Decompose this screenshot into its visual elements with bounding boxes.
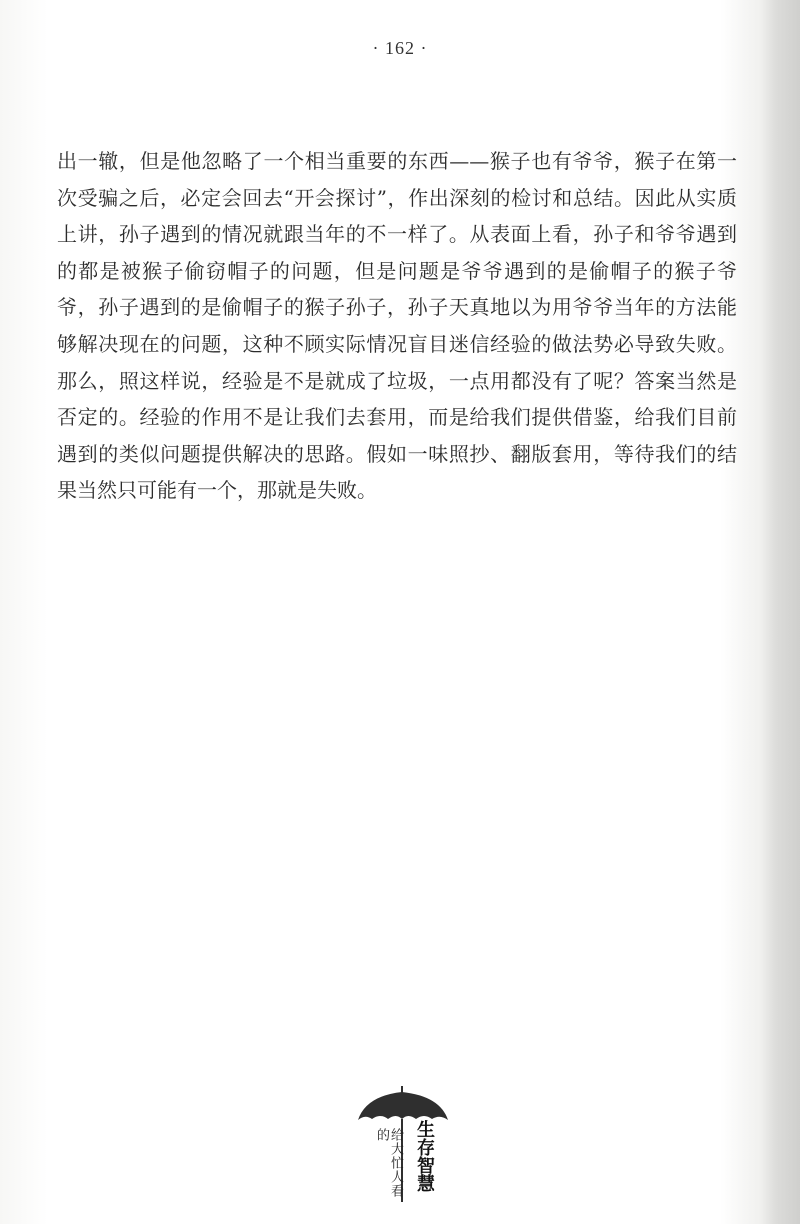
text-line: 那么，照这样说，经验是不是就成了垃圾，一点用都没有了呢？答案当然是 — [57, 368, 737, 393]
book-logo — [356, 1086, 452, 1206]
text-line: 遇到的类似问题提供解决的思路。假如一味照抄、翻版套用，等待我们的结 — [57, 441, 737, 466]
text-line: 次受骗之后，必定会回去“开会探讨”，作出深刻的检讨和总结。因此从实质 — [57, 185, 737, 210]
umbrella-icon — [356, 1086, 452, 1206]
text-line: 否定的。经验的作用不是让我们去套用，而是给我们提供借鉴，给我们目前 — [57, 405, 737, 430]
page-number: · 162 · — [372, 38, 428, 58]
text-line: 爷，孙子遇到的是偷帽子的猴子孙子，孙子天真地以为用爷爷当年的方法能 — [57, 295, 737, 320]
text-line: 上讲，孙子遇到的情况就跟当年的不一样了。从表面上看，孙子和爷爷遇到 — [57, 222, 737, 247]
text-line: 够解决现在的问题，这种不顾实际情况盲目迷信经验的做法势必导致失败。 — [57, 331, 737, 356]
text-line: 果当然只可能有一个，那就是失败。 — [57, 478, 377, 503]
text-line: 出一辙，但是他忽略了一个相当重要的东西——猴子也有爷爷，猴子在第一 — [57, 149, 737, 173]
logo-subtitle: 给大忙人看的 — [374, 1128, 403, 1198]
body-text — [57, 143, 737, 509]
text-line: 的都是被猴子偷窃帽子的问题，但是问题是爷爷遇到的是偷帽子的猴子爷 — [57, 258, 737, 283]
logo-title: 生存智慧 — [414, 1120, 435, 1192]
